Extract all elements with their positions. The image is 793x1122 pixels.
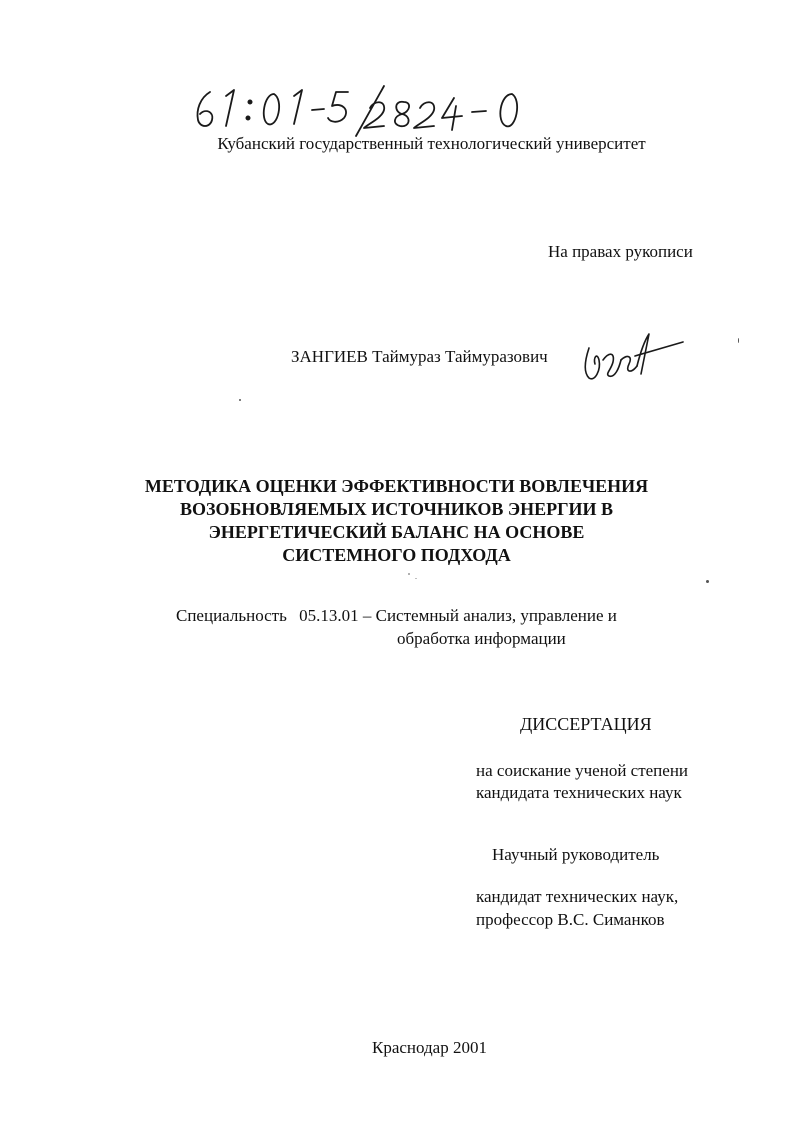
specialty-label: Специальность [176,606,287,625]
specialty-name: – Системный анализ, управление и [362,606,617,625]
author-name: ЗАНГИЕВ Таймураз Таймуразович [291,347,548,366]
title-line: ВОЗОБНОВЛЯЕМЫХ ИСТОЧНИКОВ ЭНЕРГИИ В [179,499,614,519]
dissertation-title [0,475,793,567]
scan-speck [239,399,241,401]
supervisor-name: профессор В.С. Симанков [476,910,665,929]
degree-line: кандидата технических наук [476,783,682,802]
specialty-code: 05.13.01 [299,606,359,625]
scan-speck [415,578,417,579]
university-name: Кубанский государственный технологический университет [217,134,646,153]
specialty-row [176,605,617,627]
document-type-label: ДИССЕРТАЦИЯ [520,714,652,734]
title-line: СИСТЕМНОГО ПОДХОДА [282,545,511,565]
scan-speck [408,573,410,575]
degree-line: на соискание ученой степени [476,761,689,780]
scan-speck [738,338,739,343]
title-line: МЕТОДИКА ОЦЕНКИ ЭФФЕКТИВНОСТИ ВОВЛЕЧЕНИЯ [144,476,649,496]
rights-note: На правах рукописи [548,242,693,261]
scan-speck [706,580,709,583]
place-and-year: Краснодар 2001 [372,1038,487,1057]
specialty-name-continued: обработка информации [397,629,566,648]
supervisor-title: кандидат технических наук, [476,887,679,906]
supervisor-label: Научный руководитель [492,845,660,864]
title-line: ЭНЕРГЕТИЧЕСКИЙ БАЛАНС НА ОСНОВЕ [208,522,585,542]
author-signature [575,330,690,384]
